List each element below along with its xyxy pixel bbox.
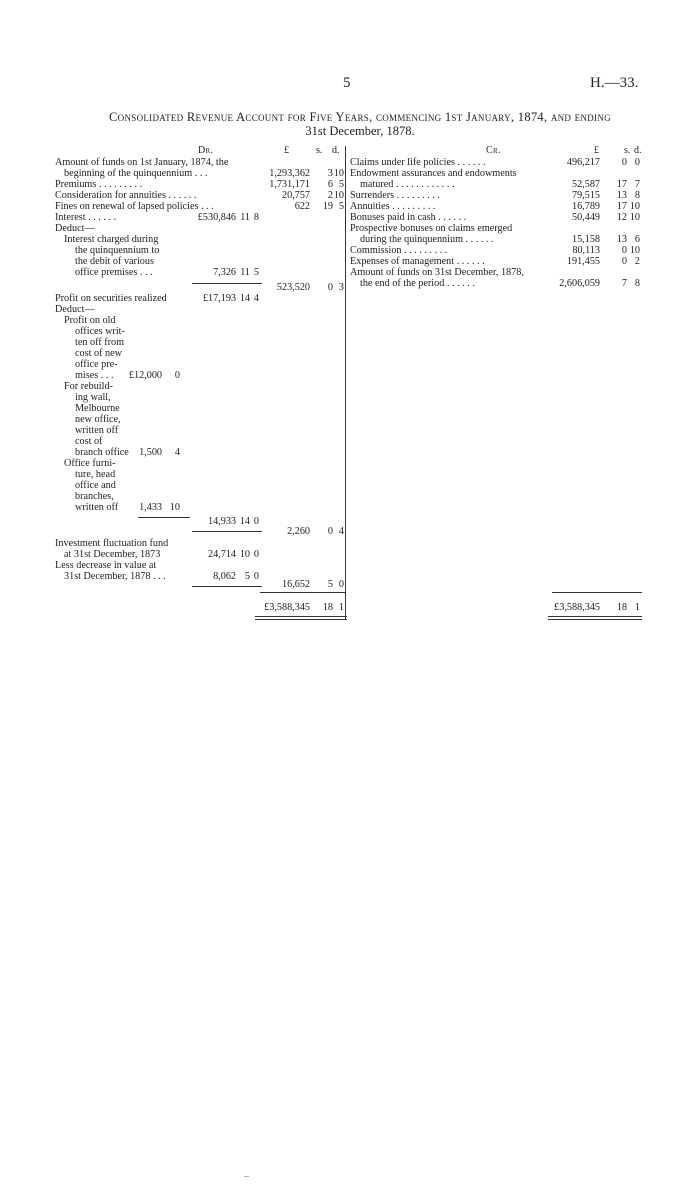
credit-pence-heading: d. (634, 145, 642, 156)
credit-pence-value: 8 (634, 278, 640, 289)
credit-shillings-value: 0 (621, 245, 627, 256)
debit-inner-pence-value: 4 (253, 293, 259, 304)
debit-row-label: offices writ- (75, 326, 125, 337)
credit-total-shillings: 18 (616, 602, 627, 613)
debit-row-label: at 31st December, 1873 (64, 549, 161, 560)
debit-row-label: 31st December, 1878 . . . (64, 571, 166, 582)
debit-row-label: new office, (75, 414, 121, 425)
debit-inner-shillings-value: 14 (239, 516, 250, 527)
credit-row-label: Endowment assurances and endowments (350, 168, 517, 179)
debit-shillings-value: 0 (327, 282, 333, 293)
subtotal-rule (192, 283, 262, 284)
debit-pence-value: 3 (338, 282, 344, 293)
credit-row-label: Claims under life policies . . . . . . (350, 157, 486, 168)
debit-pounds-value: 20,757 (281, 190, 310, 201)
credit-shillings-value: 17 (616, 201, 627, 212)
credit-shillings-value: 7 (621, 278, 627, 289)
credit-shillings-value: 13 (616, 190, 627, 201)
debit-row-label: Fines on renewal of lapsed policies . . . (55, 201, 214, 212)
debit-inner-shillings-value: 14 (239, 293, 250, 304)
subtotal-rule (192, 531, 262, 532)
debit-inner-pounds-value: 14,933 (207, 516, 236, 527)
credit-row-label: Commission . . . . . . . . . (350, 245, 448, 256)
debit-shillings-value: 19 (322, 201, 333, 212)
debit-row-label: cost of new (75, 348, 122, 359)
credit-pounds-value: 80,113 (572, 245, 600, 256)
credit-pounds-value: 52,587 (571, 179, 600, 190)
debit-row-label: Deduct— (55, 304, 95, 315)
credit-row-label: the end of the period . . . . . . (360, 278, 475, 289)
debit-row-label: the debit of various (75, 256, 154, 267)
debit-pence-value: 10 (333, 168, 344, 179)
debit-row-label: Consideration for annuities . . . . . . (55, 190, 197, 201)
debit-row-label: ture, head (75, 469, 116, 480)
debit-inner-pence-value: 8 (253, 212, 259, 223)
debit-pence-value: 10 (333, 190, 344, 201)
debit-total-pounds: £3,588,345 (264, 602, 310, 613)
account-title-line-1: Consolidated Revenue Account for Five Years, commencing 1st January, 1874, and ending (109, 110, 611, 124)
credit-pounds-value: 2,606,059 (559, 278, 600, 289)
debit-shillings-value: 5 (327, 579, 333, 590)
debit-pounds-value: 622 (294, 201, 310, 212)
debit-row-label: Amount of funds on 1st January, 1874, the (55, 157, 229, 168)
debit-inner-pounds-value: £530,846 (197, 212, 236, 223)
debit-inner-shillings-value: 5 (244, 571, 250, 582)
debit-inner-pence-value: 0 (253, 516, 259, 527)
credit-pence-value: 8 (634, 190, 640, 201)
credit-total-double-rule (548, 616, 642, 617)
debit-row-label: beginning of the quinquennium . . . (64, 168, 208, 179)
debit-row-label: Less decrease in value at (55, 560, 157, 571)
debit-inner-pounds-value: 8,062 (213, 571, 236, 582)
credit-shillings-value: 17 (616, 179, 627, 190)
debit-row-label: Interest charged during (64, 234, 159, 245)
debit-shillings-value: 6 (327, 179, 333, 190)
debit-shillings-heading: s. (316, 145, 323, 156)
debit-pounds-value: 2,260 (287, 526, 310, 537)
credit-row-label: during the quinquennium . . . . . . (360, 234, 494, 245)
debit-inner-pence-value: 5 (253, 267, 259, 278)
subtotal-rule (192, 586, 262, 587)
debit-pounds-value: 523,520 (276, 282, 310, 293)
debit-inner-pence-value: 0 (253, 549, 259, 560)
debit-row-label: Interest . . . . . . (55, 212, 117, 223)
debit-row-label: office and (75, 480, 116, 491)
credit-total-pounds: £3,588,345 (554, 602, 600, 613)
debit-pounds-value: 16,652 (281, 579, 310, 590)
debit-total-pence: 1 (338, 602, 344, 613)
debit-pence-value: 4 (338, 526, 344, 537)
debit-total-shillings: 18 (322, 602, 333, 613)
debit-sub-shillings-value: 0 (174, 370, 180, 381)
credit-pence-value: 10 (629, 245, 640, 256)
subtotal-rule (138, 517, 190, 518)
total-double-rule (255, 619, 347, 620)
debit-shillings-value: 2 (327, 190, 333, 201)
credit-shillings-value: 0 (621, 256, 627, 267)
credit-total-rule (552, 592, 642, 593)
debit-row-label: For rebuild- (64, 381, 113, 392)
debit-sub-pounds-value: 1,500 (139, 447, 162, 458)
credit-pounds-value: 16,789 (571, 201, 600, 212)
credit-pence-value: 2 (634, 256, 640, 267)
column-divider (345, 146, 346, 620)
debit-shillings-value: 3 (327, 168, 333, 179)
debit-pence-value: 5 (338, 201, 344, 212)
debit-row-label: office premises . . . (75, 267, 153, 278)
credit-row-label: Surrenders . . . . . . . . . (350, 190, 440, 201)
credit-pence-value: 0 (634, 157, 640, 168)
credit-row-label: Prospective bonuses on claims emerged (350, 223, 513, 234)
credit-total-double-rule (548, 619, 642, 620)
credit-shillings-value: 13 (616, 234, 627, 245)
credit-pounds-value: 191,455 (566, 256, 600, 267)
footer-mark: – (244, 1171, 250, 1182)
total-rule (260, 592, 346, 593)
debit-inner-pence-value: 0 (253, 571, 259, 582)
debit-row-label: Office furni- (64, 458, 116, 469)
credit-row-label: Amount of funds on 31st December, 1878, (350, 267, 524, 278)
credit-pounds-value: 50,449 (571, 212, 600, 223)
credit-shillings-heading: s. (624, 145, 631, 156)
debit-row-label: ing wall, (75, 392, 111, 403)
credit-pence-value: 6 (634, 234, 640, 245)
credit-shillings-value: 12 (616, 212, 627, 223)
debit-inner-pounds-value: 7,326 (213, 267, 236, 278)
credit-pence-value: 10 (629, 201, 640, 212)
credit-total-pence: 1 (634, 602, 640, 613)
credit-row-label: matured . . . . . . . . . . . . (360, 179, 455, 190)
account-title-line-2: 31st December, 1878. (305, 124, 415, 138)
debit-row-label: cost of (75, 436, 103, 447)
credit-row-label: Bonuses paid in cash . . . . . . (350, 212, 467, 223)
debit-pounds-value: 1,293,362 (269, 168, 310, 179)
debit-row-label: Profit on old (64, 315, 116, 326)
debit-row-label: the quinquennium to (75, 245, 160, 256)
debit-heading: Dr. (198, 145, 214, 156)
debit-row-label: Investment fluctuation fund (55, 538, 169, 549)
debit-row-label: Melbourne (75, 403, 120, 414)
page-number: 5 (343, 75, 351, 91)
debit-inner-shillings-value: 10 (239, 549, 250, 560)
credit-pounds-value: 15,158 (571, 234, 600, 245)
credit-pence-value: 10 (629, 212, 640, 223)
debit-row-label: ten off from (75, 337, 125, 348)
debit-row-label: office pre- (75, 359, 118, 370)
debit-row-label: Premiums . . . . . . . . . (55, 179, 143, 190)
debit-sub-shillings-value: 10 (169, 502, 180, 513)
total-double-rule (255, 616, 347, 617)
debit-pence-value: 0 (338, 579, 344, 590)
credit-pounds-heading: £ (594, 145, 599, 156)
debit-pounds-heading: £ (284, 145, 289, 156)
debit-sub-pounds-value: 1,433 (139, 502, 162, 513)
debit-pounds-value: 1,731,171 (269, 179, 310, 190)
debit-pence-heading: d. (332, 145, 340, 156)
debit-row-label: Deduct— (55, 223, 95, 234)
debit-inner-pounds-value: 24,714 (207, 549, 236, 560)
debit-sub-shillings-value: 4 (174, 447, 180, 458)
debit-pence-value: 5 (338, 179, 344, 190)
credit-row-label: Annuities . . . . . . . . . (350, 201, 436, 212)
debit-row-label: written off (75, 425, 119, 436)
debit-inner-pounds-value: £17,193 (202, 293, 236, 304)
debit-inner-shillings-value: 11 (240, 212, 250, 223)
document-reference: H.—33. (590, 75, 639, 91)
credit-pence-value: 7 (634, 179, 640, 190)
debit-shillings-value: 0 (327, 526, 333, 537)
debit-inner-shillings-value: 11 (240, 267, 250, 278)
credit-pounds-value: 79,515 (571, 190, 600, 201)
credit-heading: Cr. (486, 145, 501, 156)
debit-row-label: Profit on securities realized (55, 293, 167, 304)
debit-row-label: branches, (75, 491, 114, 502)
credit-pounds-value: 496,217 (566, 157, 600, 168)
credit-row-label: Expenses of management . . . . . . (350, 256, 485, 267)
debit-row-label: mises . . . (75, 370, 114, 381)
debit-row-label: branch office (75, 447, 129, 458)
debit-row-label: written off (75, 502, 119, 513)
debit-sub-pounds-value: £12,000 (128, 370, 162, 381)
credit-shillings-value: 0 (621, 157, 627, 168)
